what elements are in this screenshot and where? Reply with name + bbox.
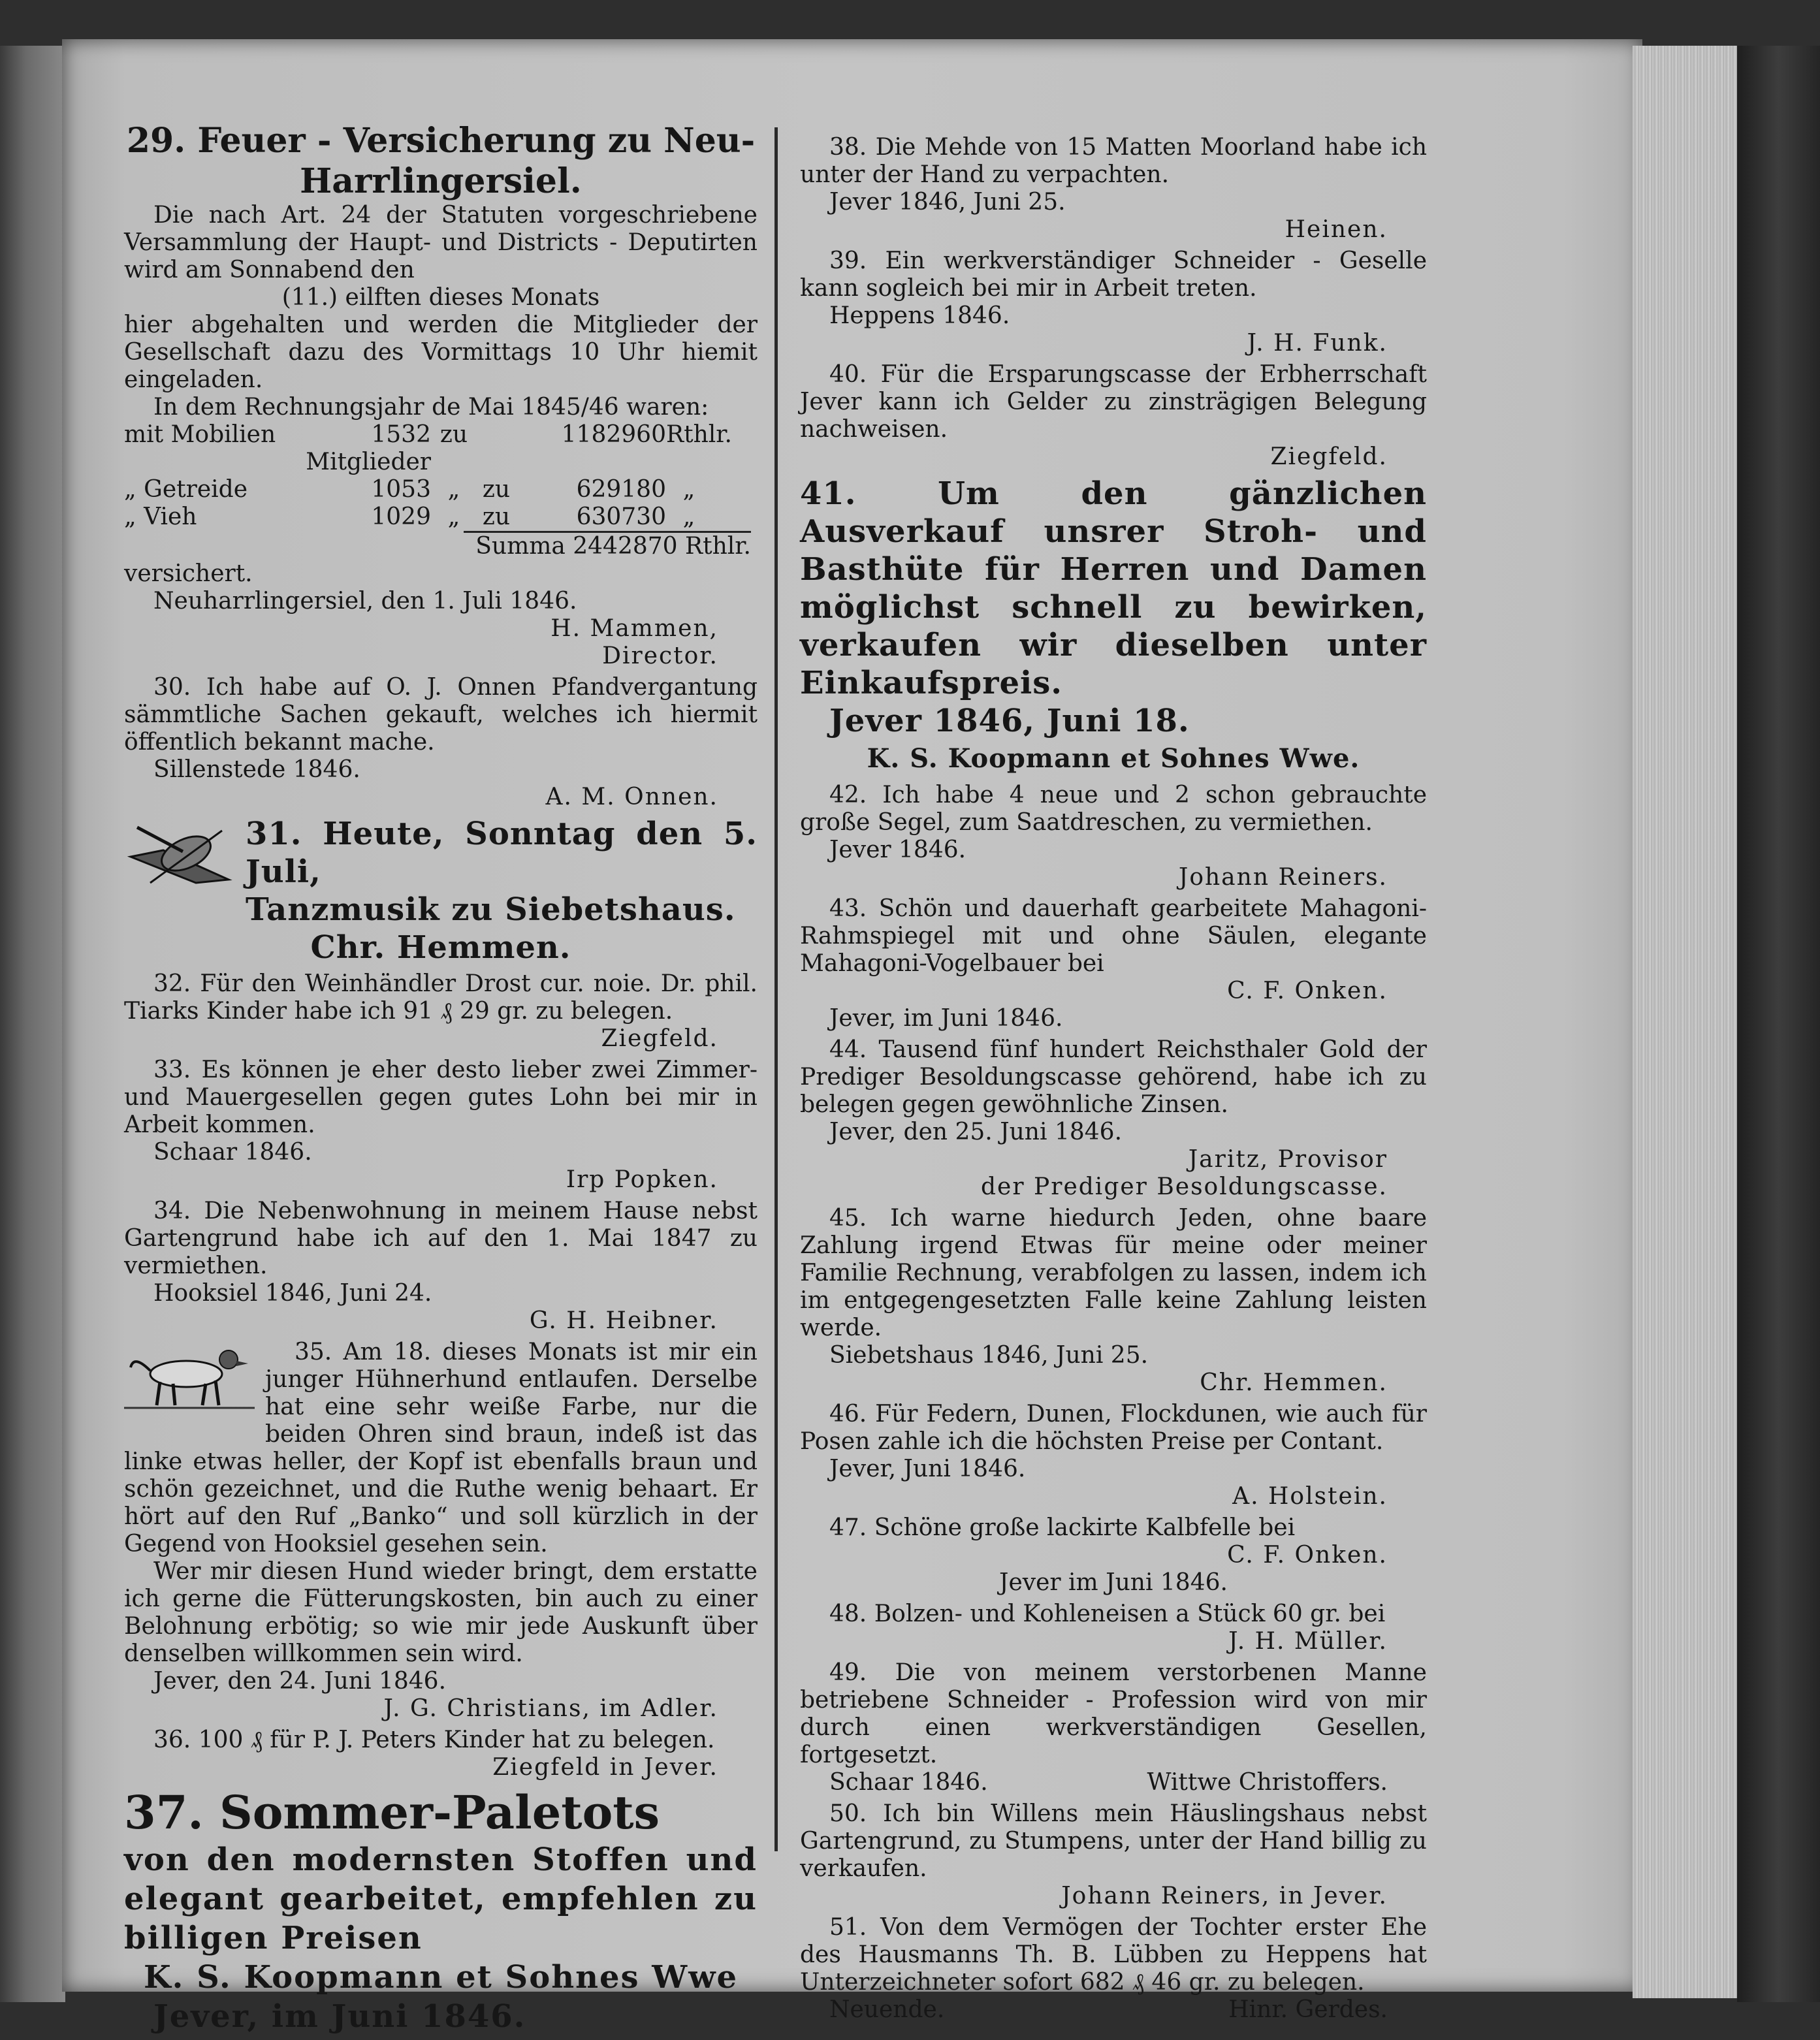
notice-29-place: Neuharrlingersiel, den 1. Juli 1846. [153, 588, 577, 614]
adjacent-page-edge [0, 46, 65, 2002]
notice-49-place: Schaar 1846. [829, 1769, 988, 1796]
notice-45-place: Siebetshaus 1846, Juni 25. [829, 1342, 1149, 1369]
notice-40-body: 40. Für die Ersparungscasse der Erbherrschaft Jever kann ich Gelder zu zinsträgigen Belegung nachweisen. [800, 361, 1427, 443]
notice-35-place: Jever, den 24. Juni 1846. [153, 1668, 447, 1695]
notice-31-line2: Tanzmusik zu Siebetshaus. [246, 891, 736, 928]
notice-51-place: Neuende. [829, 1996, 945, 2023]
notice-46 [800, 1401, 1427, 1510]
notice-39-body: 39. Ein werkverständiger Schneider - Geselle kann sogleich bei mir in Arbeit treten. [800, 247, 1427, 302]
insurance-row: „ Getreide 1053 „ zu 629180 „ [124, 476, 695, 503]
notice-33-body: 33. Es können je eher desto lieber zwei Zimmer- und Mauergesellen gegen gutes Lohn bei mir in Arbeit kommen. [124, 1057, 758, 1138]
notice-41-body: 41. Um den gänzlichen Ausverkauf unsrer Stroh- und Basthüte für Herren und Damen möglichst schnell zu bewirken, verkaufen wir dieselben unter Einkaufspreis. [800, 475, 1427, 701]
notice-43 [800, 895, 1427, 1032]
notice-39 [800, 247, 1427, 357]
notice-30 [124, 674, 758, 811]
notice-48 [800, 1601, 1427, 1655]
notice-49-footer [800, 1769, 1427, 1796]
notice-42-body: 42. Ich habe 4 neue und 2 schon gebrauchte große Segel, zum Saatdreschen, zu vermiethen. [800, 782, 1427, 836]
notice-44 [800, 1036, 1427, 1201]
notice-37-number: 37. [124, 1785, 204, 1840]
notice-38 [800, 134, 1427, 244]
notice-29-body4: versichert. [124, 560, 253, 587]
notice-29-body2: hier abgehalten und werden die Mitglieder der Gesellschaft dazu des Vormittags 10 Uhr hiemit eingeladen. [124, 311, 758, 393]
notice-35-signature: J. G. Christians, im Adler. [383, 1695, 718, 1722]
notice-45 [800, 1205, 1427, 1397]
page-stack-edges [1633, 46, 1744, 1998]
notice-50-body: 50. Ich bin Willens mein Häuslingshaus nebst Gartengrund, zu Stumpens, unter der Hand billig zu verkaufen. [800, 1800, 1427, 1882]
notice-41 [800, 475, 1427, 778]
notice-32 [124, 970, 758, 1053]
notice-29-signature: H. Mammen, [551, 615, 718, 642]
notice-47 [800, 1514, 1427, 1597]
insurance-row: „ Vieh 1029 „ zu 630730 „ [124, 503, 695, 530]
dog-icon [124, 1341, 255, 1420]
notice-40 [800, 361, 1427, 471]
notice-34-signature: G. H. Heibner. [529, 1307, 718, 1334]
notice-42-place: Jever 1846. [829, 837, 966, 863]
notice-46-signature: A. Holstein. [1232, 1483, 1388, 1510]
notice-29-signature-title: Director. [602, 643, 718, 669]
notice-37-place: Jever, im Juni 1846. [153, 1998, 526, 2035]
notice-51-footer [800, 1996, 1427, 2024]
notice-39-place: Heppens 1846. [829, 302, 1010, 329]
right-column [800, 134, 1427, 2028]
notice-44-signature-title: der Prediger Besoldungscasse. [981, 1173, 1388, 1200]
notice-34 [124, 1198, 758, 1335]
notice-42-signature: Johann Reiners. [1178, 864, 1388, 891]
notice-36-signature: Ziegfeld in Jever. [492, 1754, 718, 1781]
notice-29-title: 29. Feuer - Versicherung zu Neu- [126, 121, 756, 161]
column-divider [774, 127, 778, 1851]
notice-48-body: 48. Bolzen- und Kohleneisen a Stück 60 gr. bei [829, 1601, 1386, 1627]
notice-33 [124, 1057, 758, 1194]
notice-38-signature: Heinen. [1285, 216, 1388, 243]
notice-29-title-cont: Harrlingersiel. [300, 161, 582, 201]
notice-37 [124, 1785, 758, 2036]
notice-51 [800, 1914, 1427, 2024]
notice-29-date: (11.) eilften dieses Monats [281, 284, 600, 311]
notice-33-signature: Irp Popken. [566, 1166, 718, 1193]
notice-37-body: von den modernsten Stoffen und elegant gearbeitet, empfehlen zu billigen Preisen [124, 1841, 758, 1956]
notice-37-heading: Sommer-Paletots [219, 1785, 660, 1840]
notice-48-signature: J. H. Müller. [1228, 1628, 1388, 1655]
notice-30-place: Sillenstede 1846. [153, 756, 360, 783]
notice-30-signature: A. M. Onnen. [545, 784, 718, 810]
notice-51-signature: Hinr. Gerdes. [1228, 1996, 1388, 2023]
notice-49 [800, 1659, 1427, 1796]
notice-34-place: Hooksiel 1846, Juni 24. [153, 1280, 432, 1307]
notice-41-place: Jever 1846, Juni 18. [829, 703, 1190, 739]
notice-46-body: 46. Für Federn, Dunen, Flockdunen, wie auch für Posen zahle ich die höchsten Preise per Contant. [800, 1401, 1427, 1455]
notice-38-body: 38. Die Mehde von 15 Matten Moorland habe ich unter der Hand zu verpachten. [800, 134, 1427, 188]
notice-31-line1: 31. Heute, Sonntag den 5. Juli, [246, 816, 758, 890]
notice-47-signature: C. F. Onken. [1227, 1542, 1388, 1569]
notice-35-body: 35. Am 18. dieses Monats ist mir ein junger Hühnerhund entlaufen. Derselbe hat eine sehr weiße Farbe, nur die beiden Ohren sind braun, indeß ist das linke etwas heller, der Kopf ist ebenfalls braun und schön gezeichnet, und die Ruthe wenig behaart. Er hört auf den Ruf „Banko“ und soll kürzlich in der Gegend von Hooksiel gesehen sein. [124, 1339, 758, 1557]
violin-icon [124, 818, 235, 902]
notice-31-signature: Chr. Hemmen. [310, 929, 571, 966]
notice-44-body: 44. Tausend fünf hundert Reichsthaler Gold der Prediger Besoldungscasse gehörend, habe ich zu belegen gegen gewöhnliche Zinsen. [800, 1036, 1427, 1118]
notice-44-place: Jever, den 25. Juni 1846. [829, 1119, 1123, 1145]
notice-33-place: Schaar 1846. [153, 1139, 312, 1166]
notice-31 [124, 815, 758, 966]
notice-30-body: 30. Ich habe auf O. J. Onnen Pfandvergantung sämmtliche Sachen gekauft, welches ich hiermit öffentlich bekannt mache. [124, 674, 758, 756]
notice-51-body: 51. Von dem Vermögen der Tochter erster Ehe des Hausmanns Th. B. Lübben zu Heppens hat Unterzeichneter sofort 682 ₰ 46 gr. zu belegen. [800, 1914, 1427, 1996]
notice-46-place: Jever, Juni 1846. [829, 1456, 1026, 1482]
notice-35 [124, 1339, 758, 1723]
notice-50 [800, 1800, 1427, 1910]
book-cover-edge [1737, 46, 1820, 2002]
notice-36-body: 36. 100 ₰ für P. J. Peters Kinder hat zu belegen. [153, 1727, 715, 1753]
notice-50-signature: Johann Reiners, in Jever. [1061, 1883, 1388, 1909]
notice-45-body: 45. Ich warne hiedurch Jeden, ohne baare Zahlung irgend Etwas für meine oder meiner Familie Rechnung, verabfolgen zu lassen, indem ich im entgegengesetzten Falle keine Zahlung leisten werde. [800, 1205, 1427, 1341]
notice-42 [800, 782, 1427, 891]
left-column [124, 121, 758, 2040]
notice-29 [124, 121, 758, 670]
notice-37-firm: K. S. Koopmann et Sohnes Wwe [143, 1959, 739, 1996]
notice-44-signature: Jaritz, Provisor [1188, 1146, 1388, 1173]
insurance-sum: Summa 2442870 Rthlr. [464, 531, 751, 560]
insurance-row: mit Mobilien 1532 Mitglieder zu 1182960 Rthlr. [124, 421, 732, 475]
notice-32-signature: Ziegfeld. [601, 1025, 718, 1052]
notice-43-place: Jever, im Juni 1846. [829, 1005, 1063, 1032]
notice-29-body3: In dem Rechnungsjahr de Mai 1845/46 waren: [153, 394, 709, 421]
notice-49-signature: Wittwe Christoffers. [1147, 1769, 1388, 1796]
notice-39-signature: J. H. Funk. [1247, 330, 1388, 357]
notice-47-body: 47. Schöne große lackirte Kalbfelle bei [829, 1514, 1296, 1541]
notice-40-signature: Ziegfeld. [1270, 443, 1388, 470]
notice-41-signature: K. S. Koopmann et Sohnes Wwe. [867, 743, 1360, 774]
notice-36 [124, 1727, 758, 1781]
notice-45-signature: Chr. Hemmen. [1200, 1369, 1388, 1396]
notice-32-body: 32. Für den Weinhändler Drost cur. noie. Dr. phil. Tiarks Kinder habe ich 91 ₰ 29 gr. zu belegen. [124, 970, 758, 1025]
notice-37-title [124, 1785, 758, 1840]
notice-49-body: 49. Die von meinem verstorbenen Manne betriebene Schneider - Profession wird von mir durch einen werkverständigen Gesellen, fortgesetzt. [800, 1659, 1427, 1768]
notice-34-body: 34. Die Nebenwohnung in meinem Hause nebst Gartengrund habe ich auf den 1. Mai 1847 zu vermiethen. [124, 1198, 758, 1279]
notice-47-place: Jever im Juni 1846. [999, 1569, 1228, 1596]
notice-43-body: 43. Schön und dauerhaft gearbeitete Mahagoni-Rahmspiegel mit und ohne Säulen, elegante Mahagoni-Vogelbauer bei [800, 895, 1427, 977]
notice-38-place: Jever 1846, Juni 25. [829, 189, 1066, 215]
notice-43-signature: C. F. Onken. [1227, 978, 1388, 1004]
notice-35-body2: Wer mir diesen Hund wieder bringt, dem erstatte ich gerne die Fütterungskosten, bin auch zu einer Belohnung erbötig; so wie mir jede Auskunft über denselben willkommen sein wird. [124, 1558, 758, 1667]
notice-29-body: Die nach Art. 24 der Statuten vorgeschriebene Versammlung der Haupt- und Districts - Deputirten wird am Sonnabend den [124, 202, 758, 283]
